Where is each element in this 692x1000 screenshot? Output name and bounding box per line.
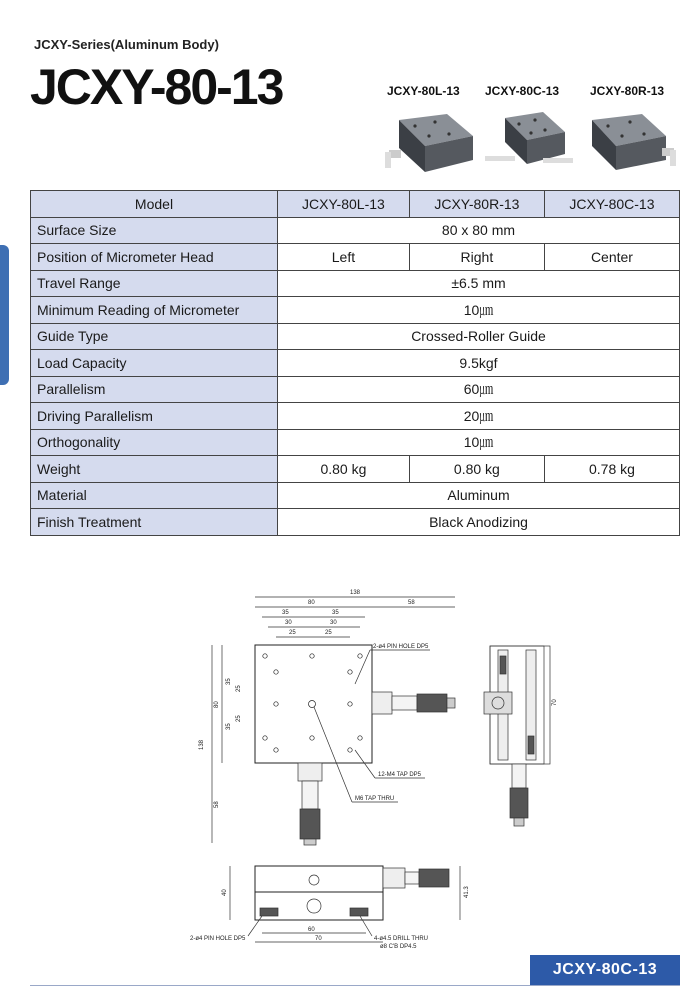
row-value: 60㎛ [278, 376, 680, 403]
spec-row [31, 456, 680, 483]
stage-image-r [586, 108, 678, 180]
row-label: Material [31, 482, 278, 509]
spec-row [31, 429, 680, 456]
dim-25-b: 25 [325, 630, 332, 636]
row-label: Surface Size [31, 217, 278, 244]
header-model-l: JCXY-80L-13 [278, 191, 410, 218]
spec-row [31, 403, 680, 430]
stage-image-c [483, 108, 575, 180]
footer-model-badge: JCXY-80C-13 [530, 955, 680, 985]
row-label: Driving Parallelism [31, 403, 278, 430]
footer-rule [30, 985, 680, 986]
stage-image-l [385, 108, 477, 180]
dim-138-top: 138 [350, 590, 361, 596]
row-value-c: Center [544, 244, 679, 271]
dim-80-top: 80 [308, 600, 315, 606]
dim-35-left-a: 35 [226, 678, 232, 685]
dim-413-front: 41.3 [464, 886, 470, 898]
row-value: 10㎛ [278, 297, 680, 324]
dim-25-a: 25 [289, 630, 296, 636]
header-model: Model [31, 191, 278, 218]
dim-35-b: 35 [332, 610, 339, 616]
row-label: Weight [31, 456, 278, 483]
variant-label-c: JCXY-80C-13 [485, 84, 560, 98]
row-value-r: 0.80 kg [409, 456, 544, 483]
row-label: Finish Treatment [31, 509, 278, 536]
row-value-c: 0.78 kg [544, 456, 679, 483]
row-value: Crossed-Roller Guide [278, 323, 680, 350]
spec-row [31, 244, 680, 271]
series-subtitle: JCXY-Series(Aluminum Body) [34, 37, 219, 52]
spec-row [31, 323, 680, 350]
row-label: Load Capacity [31, 350, 278, 377]
row-value: 80 x 80 mm [278, 217, 680, 244]
row-value-r: Right [409, 244, 544, 271]
variant-label-r: JCXY-80R-13 [590, 84, 665, 98]
row-label: Parallelism [31, 376, 278, 403]
row-label: Guide Type [31, 323, 278, 350]
row-value: 10㎛ [278, 429, 680, 456]
dim-60-front: 60 [308, 927, 315, 933]
dim-70-side: 70 [552, 699, 558, 706]
spec-row [31, 482, 680, 509]
spec-row [31, 509, 680, 536]
dim-35-left-b: 35 [226, 723, 232, 730]
note-pin-hole-bottom: 2-ø4 PIN HOLE DP5 [190, 936, 246, 942]
dim-40-front: 40 [222, 889, 228, 896]
row-label: Travel Range [31, 270, 278, 297]
row-label: Minimum Reading of Micrometer [31, 297, 278, 324]
note-pin-hole-top: 2-ø4 PIN HOLE DP5 [373, 644, 429, 650]
note-tap-12: 12-M4 TAP DP5 [378, 772, 422, 778]
spec-row [31, 270, 680, 297]
spec-row [31, 350, 680, 377]
header-model-c: JCXY-80C-13 [544, 191, 679, 218]
side-tab [0, 245, 9, 385]
dim-80-left: 80 [214, 701, 220, 708]
header-model-r: JCXY-80R-13 [409, 191, 544, 218]
row-value: Black Anodizing [278, 509, 680, 536]
row-label: Orthogonality [31, 429, 278, 456]
row-value: Aluminum [278, 482, 680, 509]
spec-table [30, 190, 680, 536]
page-title: JCXY-80-13 [30, 59, 283, 115]
spec-header-row [31, 191, 680, 218]
dim-70-front: 70 [315, 936, 322, 942]
row-label: Position of Micrometer Head [31, 244, 278, 271]
row-value: ±6.5 mm [278, 270, 680, 297]
note-drill-thru: 4-ø4.5 DRILL THRU [374, 936, 429, 942]
spec-row [31, 217, 680, 244]
dim-25-left-b: 25 [236, 715, 242, 722]
variant-label-l: JCXY-80L-13 [387, 84, 460, 98]
row-value: 20㎛ [278, 403, 680, 430]
row-value: 9.5kgf [278, 350, 680, 377]
dim-35-a: 35 [282, 610, 289, 616]
dim-30-b: 30 [330, 620, 337, 626]
dim-30-a: 30 [285, 620, 292, 626]
dim-25-left-a: 25 [236, 685, 242, 692]
row-value-l: 0.80 kg [278, 456, 410, 483]
dim-58-top: 58 [408, 600, 415, 606]
dim-58-left: 58 [214, 801, 220, 808]
dim-138-left: 138 [199, 739, 205, 750]
note-m6-tap: M6 TAP THRU [355, 796, 395, 802]
note-cb: ø8 C'B DP4.5 [380, 944, 417, 950]
spec-row [31, 297, 680, 324]
row-value-l: Left [278, 244, 410, 271]
technical-drawing [190, 580, 558, 950]
spec-row [31, 376, 680, 403]
